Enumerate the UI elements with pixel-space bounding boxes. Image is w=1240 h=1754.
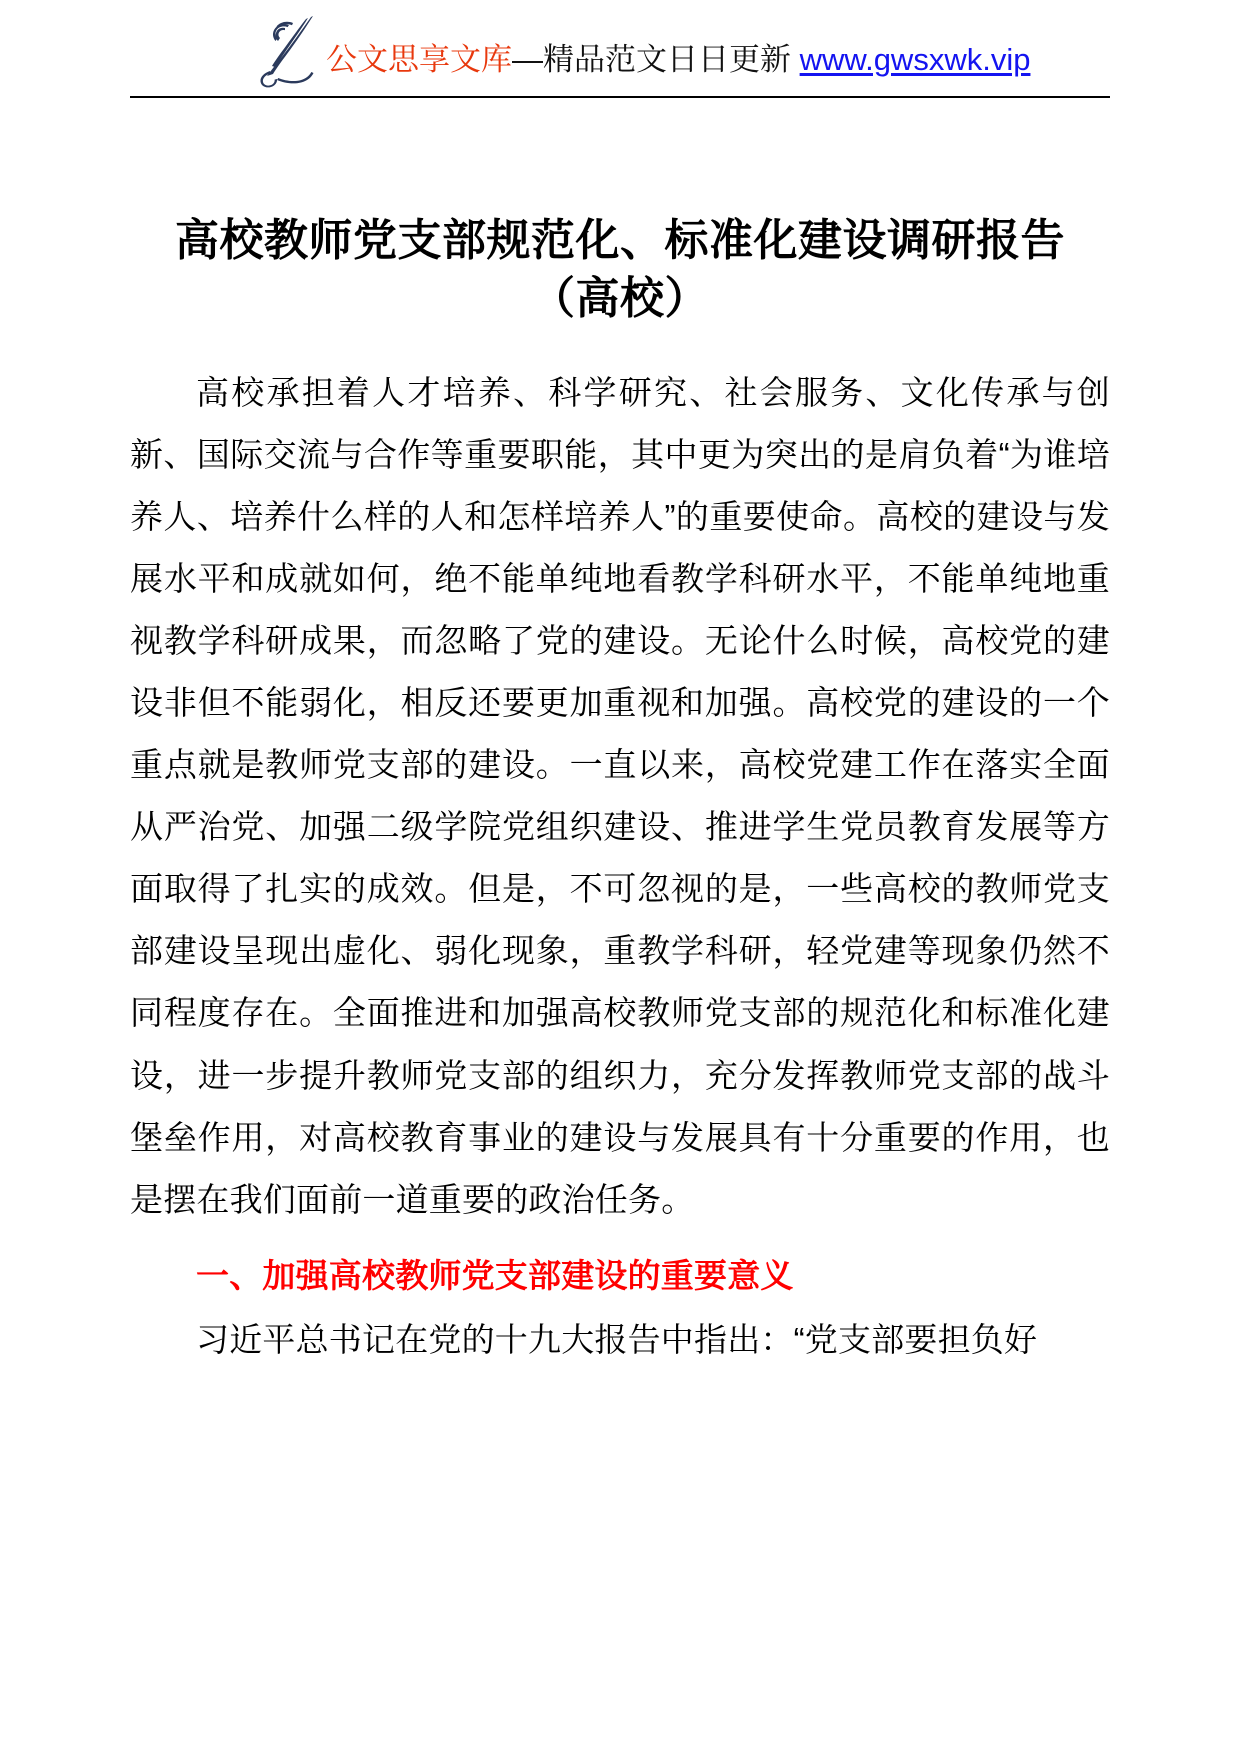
brand-name: 公文思享文库 xyxy=(326,41,512,77)
document-content xyxy=(130,140,1110,1371)
section-1-paragraph: 习近平总书记在党的十九大报告中指出：“党支部要担负好 xyxy=(196,1320,1038,1358)
site-header-banner xyxy=(0,0,1240,100)
section-heading-1: 一、加强高校教师党支部建设的重要意义 xyxy=(196,1256,794,1294)
header-title-text xyxy=(326,43,1030,77)
brand-url-link[interactable]: www.gwsxwk.vip xyxy=(799,41,1031,77)
page-title xyxy=(130,212,1110,328)
calligraphy-quill-icon xyxy=(248,11,320,89)
page-title-line-1: 高校教师党支部规范化、标准化建设调研报告 xyxy=(175,215,1065,266)
header-divider xyxy=(130,96,1110,98)
brand-tagline: —精品范文日日更新 xyxy=(512,41,800,77)
page-title-line-2: （高校） xyxy=(531,273,709,325)
header-branding xyxy=(248,8,1030,88)
intro-paragraph: 高校承担着人才培养、科学研究、社会服务、文化传承与创新、国际交流与合作等重要职能，其中更为突出的是肩负着“为谁培养人、培养什么样的人和怎样培养人”的重要使命。高校的建设与发展水平和成就如何，绝不能单纯地看教学科研水平，不能单纯地重视教学科研成果，而忽略了党的建设。无论什么时候，高校党的建设非但不能弱化，相反还要更加重视和加强。高校党的建设的一个重点就是教师党支部的建设。一直以来，高校党建工作在落实全面从严治党、加强二级学院党组织建设、推进学生党员教育发展等方面取得了扎实的成效。但是，不可忽视的是，一些高校的教师党支部建设呈现出虚化、弱化现象，重教学科研，轻党建等现象仍然不同程度存在。全面推进和加强高校教师党支部的规范化和标准化建设，进一步提升教师党支部的组织力，充分发挥教师党支部的战斗堡垒作用，对高校教育事业的建设与发展具有十分重要的作用，也是摆在我们面前一道重要的政治任务。 xyxy=(130,374,1110,1218)
